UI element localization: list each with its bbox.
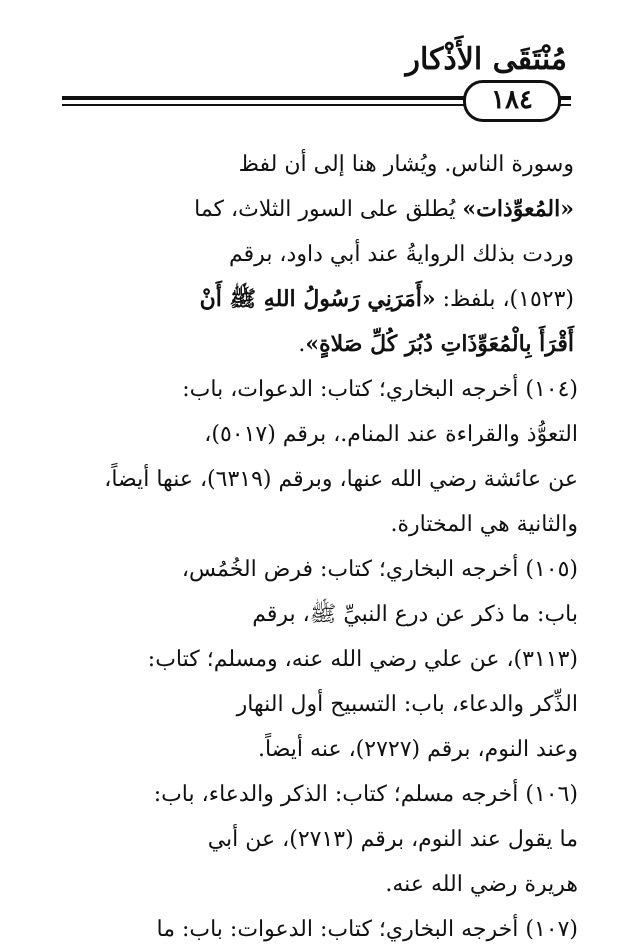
footnote-line: أخرجه البخاري؛ كتاب: الدعوات، باب: xyxy=(182,377,519,402)
text-line: . xyxy=(298,332,306,357)
page-header xyxy=(0,0,637,125)
footnote-line: والثانية هي المختارة. xyxy=(390,512,578,537)
footnote-line: أخرجه مسلم؛ كتاب: الذكر والدعاء، باب: xyxy=(153,782,519,807)
footnote-line: أخرجه البخاري؛ كتاب: الدعوات: باب: ما xyxy=(156,917,519,942)
text-line: وسورة الناس. ويُشار هنا إلى أن لفظ xyxy=(238,152,574,177)
footnote-106 xyxy=(62,772,578,907)
book-title: مُنْتَقَى الأَذْكار xyxy=(405,42,567,77)
bold-term: «المُعوِّذات» xyxy=(462,196,574,222)
footnote-line: عن عائشة رضي الله عنها، وبرقم (٦٣١٩)، عنها أيضاً، xyxy=(104,467,578,492)
footnote-line: (٣١١٣)، عن علي رضي الله عنه، ومسلم؛ كتاب: xyxy=(147,647,578,672)
footnote-104 xyxy=(62,367,578,547)
hadith-quote: أَقْرَأَ بِالْمُعَوِّذَاتِ دُبُرَ كُلِّ صَلاةٍ» xyxy=(305,331,574,357)
page-body xyxy=(62,142,578,952)
footnote-107 xyxy=(62,907,578,952)
footnote-number: (١٠٦) xyxy=(525,782,578,807)
footnote-number: (١٠٤) xyxy=(525,377,578,402)
footnote-105 xyxy=(62,547,578,772)
footnote-number: (١٠٧) xyxy=(525,917,578,942)
text-line: (١٥٢٣)، بلفظ: xyxy=(435,287,574,312)
text-line: يُطلق على السور الثلاث، كما xyxy=(194,197,463,222)
footnote-line: وعند النوم، برقم (٢٧٢٧)، عنه أيضاً. xyxy=(258,737,578,762)
footnote-line: باب: ما ذكر عن درع النبيِّ ﷺ، برقم xyxy=(252,602,578,627)
footnote-line: هريرة رضي الله عنه. xyxy=(385,872,578,897)
footnote-number: (١٠٥) xyxy=(525,557,578,582)
hadith-quote: «أَمَرَنِي رَسُولُ اللهِ ﷺ أَنْ xyxy=(199,286,436,312)
footnote-line: أخرجه البخاري؛ كتاب: فرض الخُمُس، xyxy=(181,557,519,582)
footnote-line: الذِّكر والدعاء، باب: التسبيح أول النهار xyxy=(236,692,578,717)
text-line: وردت بذلك الروايةُ عند أبي داود، برقم xyxy=(229,242,574,267)
footnote-line: التعوُّذ والقراءة عند المنام.، برقم (٥٠١٧)، xyxy=(204,422,578,447)
footnote-line: ما يقول عند النوم، برقم (٢٧١٣)، عن أبي xyxy=(207,827,578,852)
continuation-paragraph xyxy=(62,142,578,367)
page-number: ١٨٤ xyxy=(463,80,561,122)
